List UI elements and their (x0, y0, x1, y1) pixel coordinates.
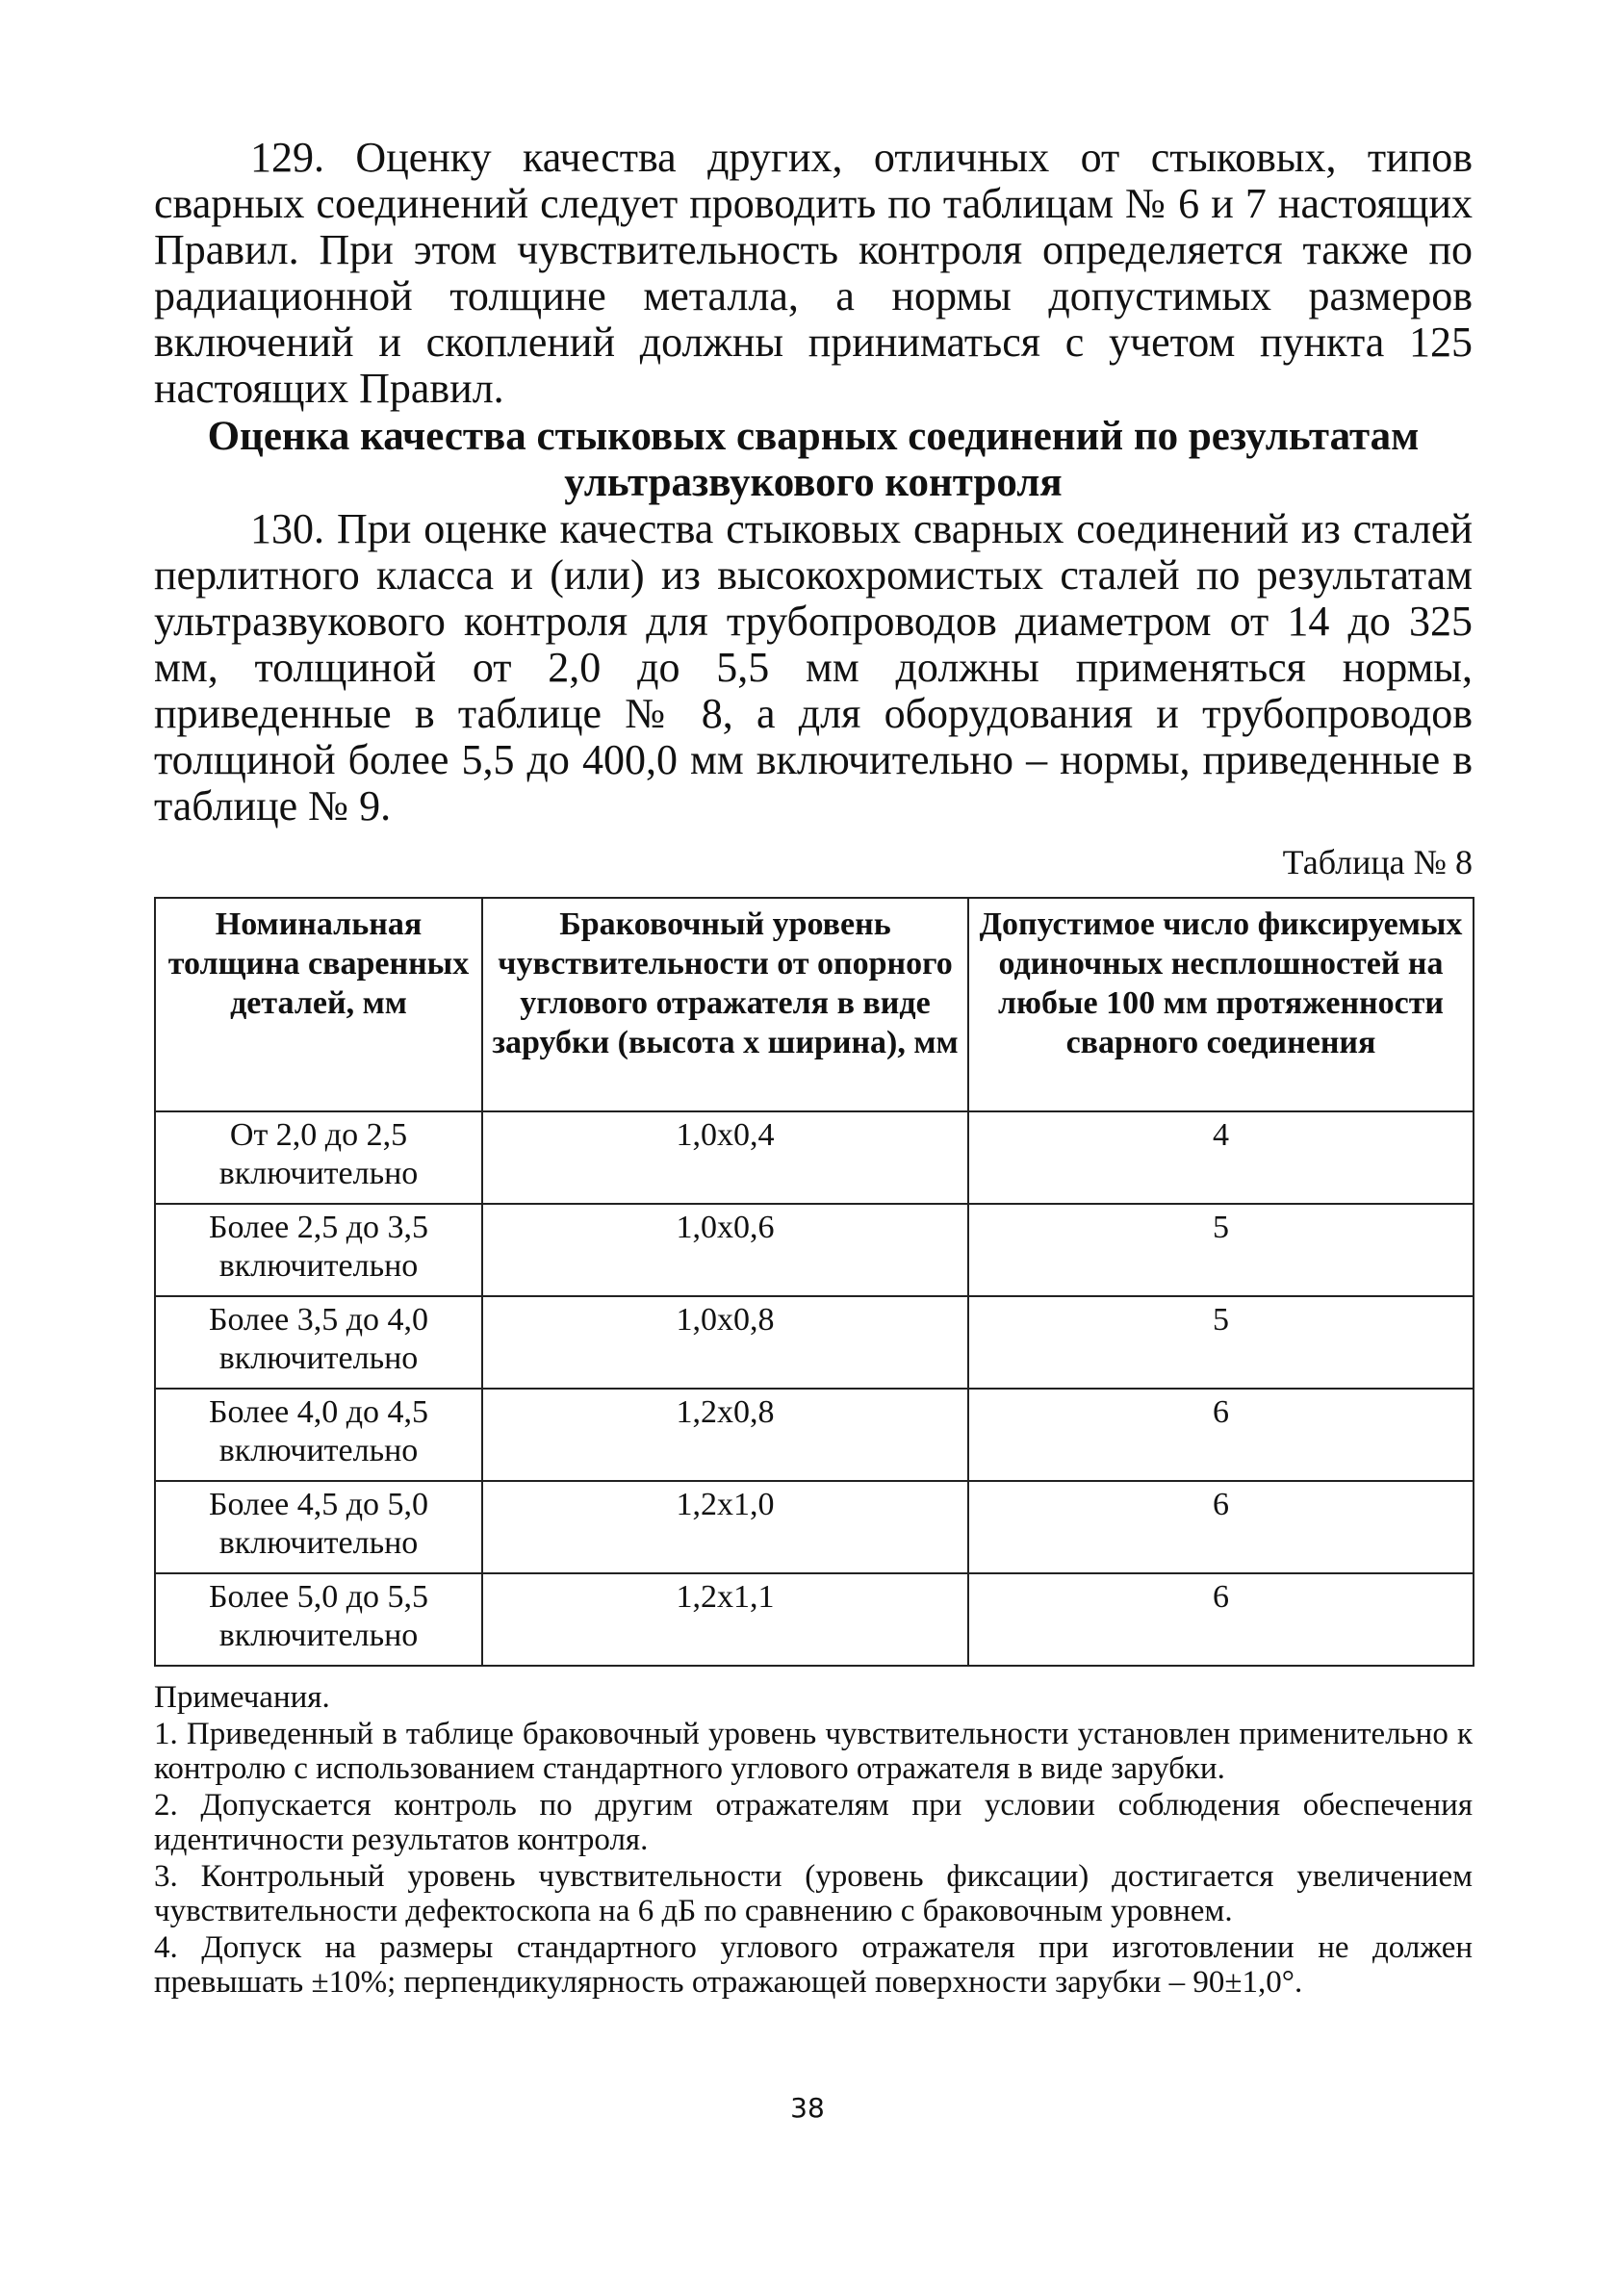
cell-allowed-count: 6 (968, 1389, 1474, 1481)
cell-allowed-count: 4 (968, 1111, 1474, 1204)
note-item: 4. Допуск на размеры стандартного углового отражателя при изготовлении не должен превышать ±10%; перпендикулярность отражающей поверхности зарубки – 90±1,0°. (154, 1930, 1473, 2000)
cell-rejection-level: 1,0x0,8 (482, 1296, 968, 1389)
cell-thickness: Более 2,5 до 3,5 включительно (155, 1204, 482, 1296)
norms-table (154, 897, 1474, 1667)
cell-rejection-level: 1,2x0,8 (482, 1389, 968, 1481)
cell-rejection-level: 1,0x0,6 (482, 1204, 968, 1296)
paragraph-130: 130. При оценке качества стыковых сварных соединений из сталей перлитного класса и (или) из высокохромистых сталей по результатам ультразвукового контроля для трубопроводов диаметром от 14 до 325 мм, толщиной от 2,0 до 5,5 мм должны применяться нормы, приведенные в таблице № 8, а для оборудования и трубопроводов толщиной более 5,5 до 400,0 мм включительно – нормы, приведенные в таблице № 9. (154, 505, 1473, 829)
note-item: 3. Контрольный уровень чувствительности (уровень фиксации) достигается увеличением чувствительности дефектоскопа на 6 дБ по сравнению с браковочным уровнем. (154, 1859, 1473, 1928)
table-row (155, 1389, 1474, 1481)
table-header-row (155, 898, 1474, 1111)
cell-allowed-count: 5 (968, 1296, 1474, 1389)
header-rejection-level: Браковочный уровень чувствительности от опорного углового отражателя в виде зарубки (высота x ширина), мм (482, 898, 968, 1111)
cell-rejection-level: 1,0x0,4 (482, 1111, 968, 1204)
page-number: 38 (790, 2092, 825, 2124)
table-row (155, 1111, 1474, 1204)
notes-section (154, 1680, 1473, 2000)
paragraph-129: 129. Оценку качества других, отличных от стыковых, типов сварных соединений следует проводить по таблицам № 6 и 7 настоящих Правил. При этом чувствительность контроля определяется также по радиационной толщине металла, а нормы допустимых размеров включений и скоплений должны приниматься с учетом пункта 125 настоящих Правил. (154, 134, 1473, 412)
table-row (155, 1204, 1474, 1296)
cell-thickness: Более 5,0 до 5,5 включительно (155, 1573, 482, 1666)
table-row (155, 1296, 1474, 1389)
cell-rejection-level: 1,2x1,0 (482, 1481, 968, 1573)
note-item: 1. Приведенный в таблице браковочный уровень чувствительности установлен применительно к контролю с использованием стандартного углового отражателя в виде зарубки. (154, 1717, 1473, 1786)
section-heading: Оценка качества стыковых сварных соединений по результатам ультразвукового контроля (207, 414, 1420, 505)
document-page (154, 135, 1473, 2002)
cell-rejection-level: 1,2x1,1 (482, 1573, 968, 1666)
header-thickness: Номинальная толщина сваренных деталей, мм (155, 898, 482, 1111)
cell-allowed-count: 6 (968, 1573, 1474, 1666)
table-row (155, 1481, 1474, 1573)
cell-thickness: Более 4,0 до 4,5 включительно (155, 1389, 482, 1481)
table-row (155, 1573, 1474, 1666)
cell-thickness: Более 4,5 до 5,0 включительно (155, 1481, 482, 1573)
note-item: 2. Допускается контроль по другим отражателям при условии соблюдения обеспечения идентичности результатов контроля. (154, 1788, 1473, 1857)
header-allowed-count: Допустимое число фиксируемых одиночных несплошностей на любые 100 мм протяженности сварного соединения (968, 898, 1474, 1111)
cell-allowed-count: 6 (968, 1481, 1474, 1573)
table-caption: Таблица № 8 (1282, 843, 1473, 881)
cell-thickness: От 2,0 до 2,5 включительно (155, 1111, 482, 1204)
cell-allowed-count: 5 (968, 1204, 1474, 1296)
notes-title: Примечания. (154, 1680, 330, 1715)
cell-thickness: Более 3,5 до 4,0 включительно (155, 1296, 482, 1389)
